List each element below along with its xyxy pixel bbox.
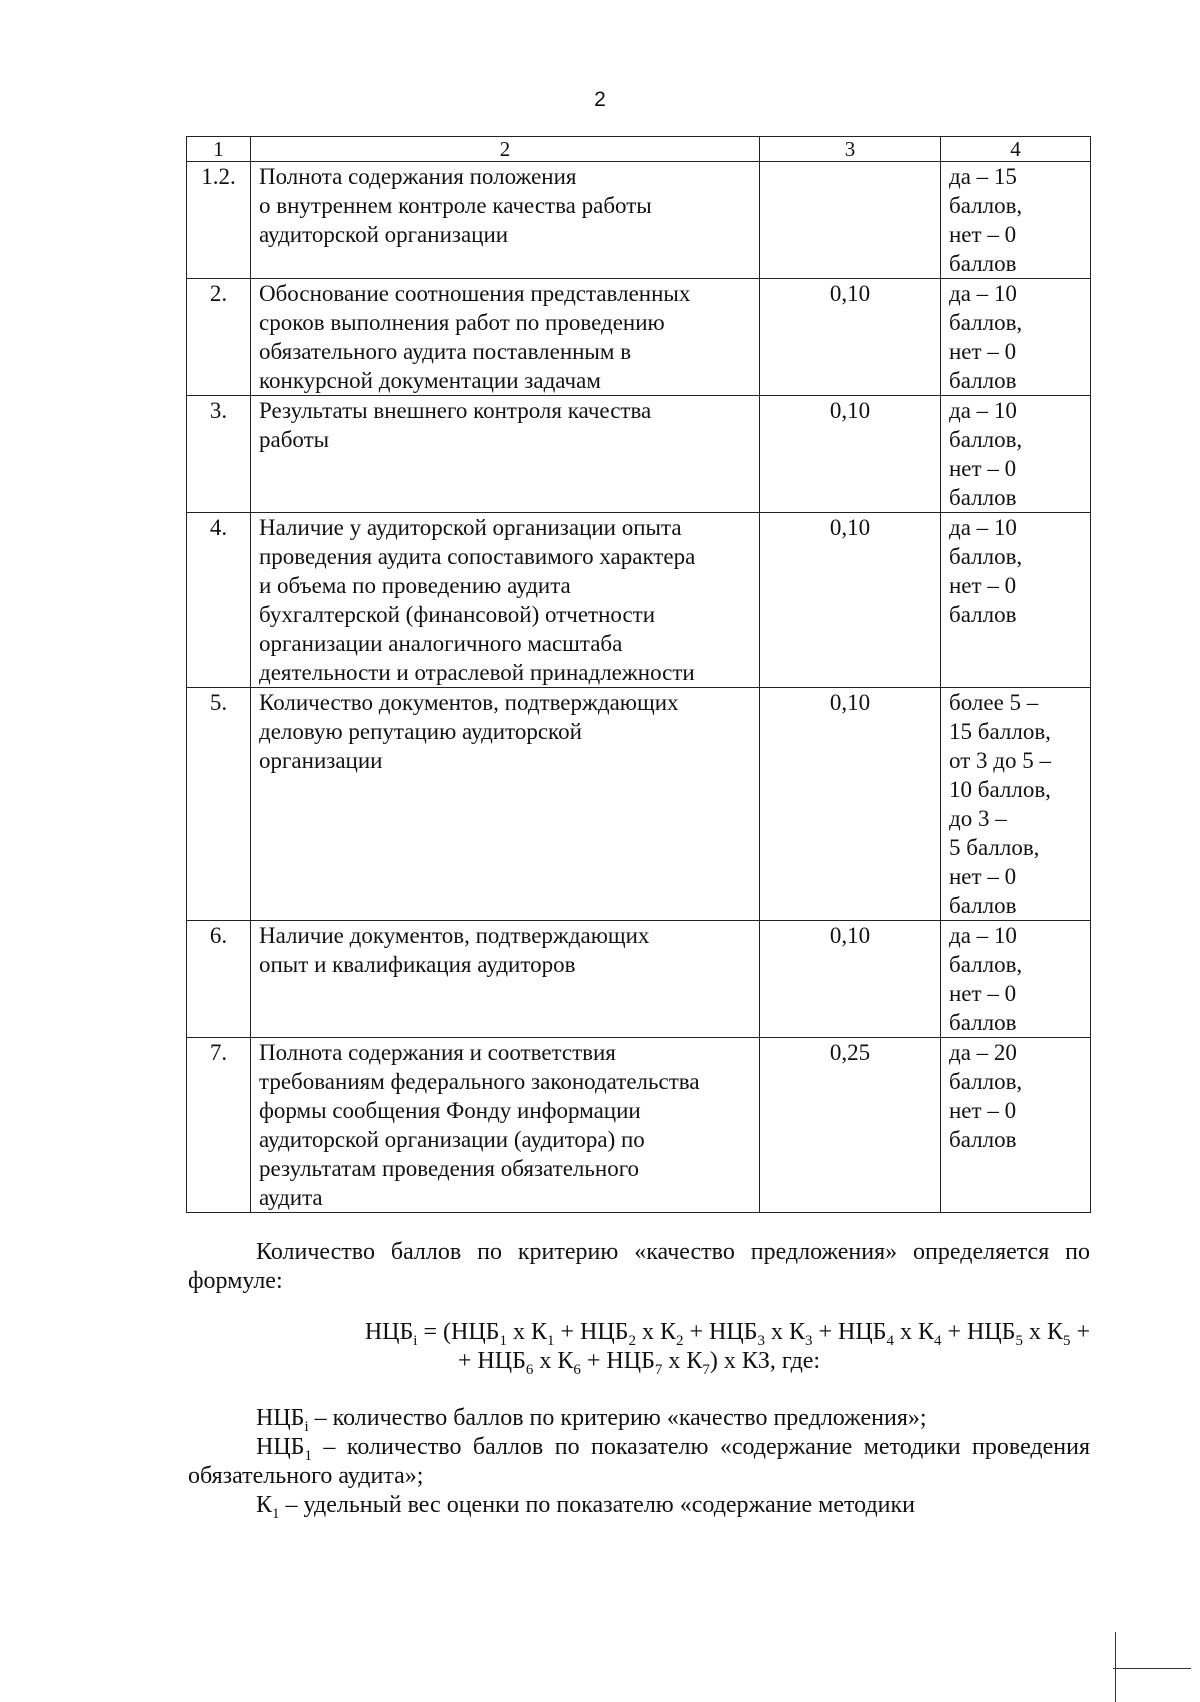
- table-row: [187, 279, 1091, 396]
- row-number: 6.: [187, 921, 251, 1038]
- intro-text: Количество баллов по критерию «качество предложения» определяется по формуле:: [188, 1239, 1090, 1294]
- table-header-row: [187, 137, 1091, 162]
- page-number: 2: [594, 88, 606, 111]
- criterion-text: Обоснование соотношения представленных сроков выполнения работ по проведению обязательного аудита поставленным в конкурсной документации задачам: [251, 279, 760, 396]
- definition-item: $К_1$ – удельный вес оценки по показателю «содержание методики: [256, 1492, 916, 1522]
- criterion-text: Полнота содержания положения о внутреннем контроле качества работы аудиторской организации: [251, 162, 760, 279]
- table-row: [187, 162, 1091, 279]
- criterion-text: Результаты внешнего контроля качества работы: [251, 396, 760, 513]
- table-row: [187, 513, 1091, 688]
- header-cell-1: 1: [187, 137, 251, 162]
- definition-item: $НЦБ_i$ – количество баллов по критерию «качество предложения»;: [256, 1405, 927, 1435]
- weight-value: 0,10: [760, 688, 941, 921]
- corner-fold-mark: [1115, 1632, 1190, 1702]
- criterion-text: Наличие у аудиторской организации опыта проведения аудита сопоставимого характера и объема по проведению аудита бухгалтерской (финансовой) отчетности организации аналогичного масштаба деятельности и отраслевой принадлежности: [251, 513, 760, 688]
- formula: [188, 1318, 1090, 1376]
- row-number: 1.2.: [187, 162, 251, 279]
- weight-value: 0,10: [760, 513, 941, 688]
- formula-line-1: $НЦБ_i = (НЦБ_1$ х $К_1 + НЦБ_2$ х $К_2 + НЦБ_3$ х $К_3 + НЦБ_4$ х $К_4 + НЦБ_5$ х $К_5$ +: [364, 1319, 1090, 1349]
- score-scale: да – 20 баллов, нет – 0 баллов: [941, 1038, 1091, 1213]
- row-number: 4.: [187, 513, 251, 688]
- score-scale: да – 10 баллов, нет – 0 баллов: [941, 279, 1091, 396]
- criterion-text: Количество документов, подтверждающих деловую репутацию аудиторской организации: [251, 688, 760, 921]
- criterion-text: Наличие документов, подтверждающих опыт и квалификация аудиторов: [251, 921, 760, 1038]
- table-row: [187, 688, 1091, 921]
- table-row: [187, 396, 1091, 513]
- weight-value: 0,10: [760, 396, 941, 513]
- definition-item: $НЦБ_1$ – количество баллов по показателю «содержание методики проведения обязательного аудита»;: [188, 1434, 1090, 1489]
- score-scale: да – 15 баллов, нет – 0 баллов: [941, 162, 1091, 279]
- weight-value: 0,10: [760, 279, 941, 396]
- row-number: 2.: [187, 279, 251, 396]
- score-scale: да – 10 баллов, нет – 0 баллов: [941, 513, 1091, 688]
- score-scale: да – 10 баллов, нет – 0 баллов: [941, 921, 1091, 1038]
- definitions: [188, 1404, 1090, 1520]
- weight-value: [760, 162, 941, 279]
- weight-value: 0,10: [760, 921, 941, 1038]
- row-number: 7.: [187, 1038, 251, 1213]
- score-scale: более 5 – 15 баллов, от 3 до 5 – 10 баллов, до 3 – 5 баллов, нет – 0 баллов: [941, 688, 1091, 921]
- weight-value: 0,25: [760, 1038, 941, 1213]
- header-cell-4: 4: [941, 137, 1091, 162]
- criteria-table: [186, 136, 1091, 1213]
- table-row: [187, 921, 1091, 1038]
- header-cell-2: 2: [251, 137, 760, 162]
- formula-line-2: + $НЦБ_6$ х $К_6 + НЦБ_7$ х $К_7$) х КЗ, где:: [457, 1348, 821, 1378]
- table-row: [187, 1038, 1091, 1213]
- row-number: 3.: [187, 396, 251, 513]
- row-number: 5.: [187, 688, 251, 921]
- intro-paragraph: [188, 1238, 1090, 1296]
- score-scale: да – 10 баллов, нет – 0 баллов: [941, 396, 1091, 513]
- header-cell-3: 3: [760, 137, 941, 162]
- criterion-text: Полнота содержания и соответствия требованиям федерального законодательства формы сообщения Фонду информации аудиторской организации (аудитора) по результатам проведения обязательного аудита: [251, 1038, 760, 1213]
